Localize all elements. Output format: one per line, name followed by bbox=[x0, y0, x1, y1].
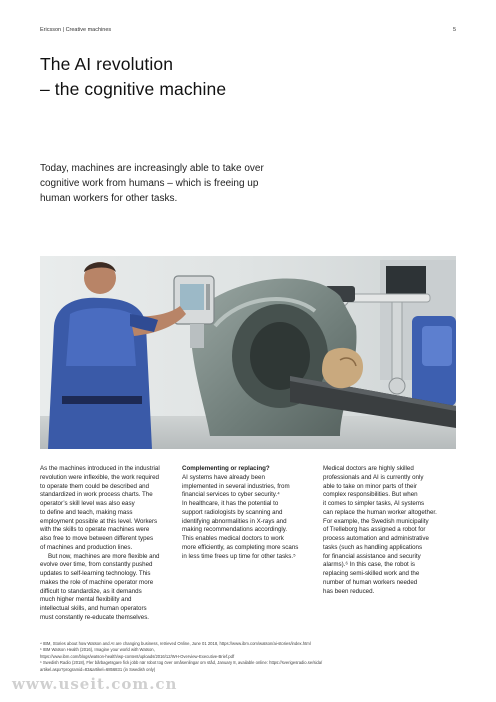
text-line: evolve over time, from constantly pushed bbox=[40, 561, 153, 569]
text-line: more efficiently, as completing more scans bbox=[182, 543, 299, 551]
text-line: operator’s skill level was also easy bbox=[40, 500, 135, 507]
footnote: ⁶ Swedish Radio (2018), Fler bårbagetsgare fick jobb när robot tog över omåsenlingar om ståd, January 8, available online: https://sverigesradio.se/sida/ bbox=[40, 660, 323, 666]
section-subheading: Complementing or replacing? bbox=[182, 465, 270, 472]
text-line: to define and teach, making mass bbox=[40, 508, 133, 516]
text-line: must constantly re-educate themselves. bbox=[40, 613, 150, 621]
title-line-2: – the cognitive machine bbox=[40, 79, 227, 99]
watermark: www.useit.com.cn bbox=[12, 675, 178, 693]
text-line: difficult to standardize, as it demands bbox=[40, 587, 142, 595]
text-line: of Trelleborg has assigned a robot for bbox=[323, 526, 426, 534]
text-line: replacing semi-skilled work and the bbox=[323, 570, 420, 577]
photo-radiology-machine bbox=[40, 256, 456, 449]
text-line: for financial assistance and security bbox=[323, 552, 421, 560]
body-column-2 bbox=[182, 465, 314, 561]
lead-line: Today, machines are increasingly able to take over bbox=[40, 163, 264, 174]
text-line: alarms).⁶ In this case, the robot is bbox=[323, 561, 415, 569]
text-line: makes the role of machine operator more bbox=[40, 578, 154, 586]
footnote: ⁵ IBM Watson Health (2016), Imagine your world with Watson, bbox=[40, 647, 155, 653]
footnote: https://www.ibm.com/blogs/watson-health/wp-content/uploads/2016/12/WH-Overview-Executive-Brief.pdf bbox=[40, 653, 235, 659]
body-column-1 bbox=[40, 465, 172, 623]
text-line: of machines and production lines. bbox=[40, 543, 133, 551]
text-line: to operate them could be described and bbox=[40, 482, 150, 490]
page-header bbox=[40, 27, 456, 37]
text-line: implemented in several industries, from bbox=[182, 482, 290, 490]
lead-line: cognitive work from humans – which is freeing up bbox=[40, 178, 259, 189]
text-line: can replace the human worker altogether. bbox=[323, 508, 437, 516]
text-line: complex responsibilities. But when bbox=[323, 491, 418, 499]
text-line: This enables medical doctors to work bbox=[182, 535, 284, 542]
text-line: it comes to simpler tasks, AI systems bbox=[323, 500, 425, 507]
text-line: But now, machines are more flexible and bbox=[48, 552, 160, 560]
text-line: updates to self-learning technology. This bbox=[40, 570, 151, 577]
text-line: making recommendations accordingly. bbox=[182, 526, 288, 534]
text-line: professionals and AI is currently only bbox=[323, 473, 424, 481]
lead-line: human workers for other tasks. bbox=[40, 193, 178, 204]
footnote: ⁴ IBM, Stories about how Watson and AI are changing business, retrieved Online, June 01 2018, https://www.ibm.com/watson/ai-stories/index.html bbox=[40, 641, 311, 646]
text-line: has been reduced. bbox=[323, 587, 375, 595]
text-line: number of human workers needed bbox=[323, 578, 418, 586]
text-line: financial services to cyber security.⁴ bbox=[182, 491, 280, 499]
running-header: Ericsson | Creative machines bbox=[40, 27, 112, 33]
text-line: standardized in work process charts. The bbox=[40, 491, 153, 499]
text-line: employment possible at this level. Workers bbox=[40, 517, 158, 525]
title-line-1: The AI revolution bbox=[40, 54, 174, 74]
body-column-3 bbox=[323, 465, 457, 596]
text-line: As the machines introduced in the industrial bbox=[40, 465, 160, 472]
text-line: also free to move between different types bbox=[40, 535, 154, 542]
text-line: In healthcare, it has the potential to bbox=[182, 500, 279, 507]
footnote: artikel.aspx?programid=83&artikel=6856831 (in Swedish only) bbox=[40, 666, 156, 672]
text-line: Medical doctors are highly skilled bbox=[323, 465, 414, 472]
page-title bbox=[40, 52, 226, 102]
text-line: much higher mental flexibility and bbox=[40, 596, 132, 604]
footnotes bbox=[40, 641, 460, 673]
page-number: 5 bbox=[452, 27, 456, 33]
text-line: AI systems have already been bbox=[182, 473, 265, 481]
lead-paragraph bbox=[40, 161, 300, 206]
text-line: process automation and administrative bbox=[323, 535, 429, 542]
text-line: with the skills to operate machines were bbox=[40, 526, 150, 534]
text-line: in less time frees up time for other tasks.⁵ bbox=[182, 552, 296, 560]
text-line: revolution were inflexible, the work required bbox=[40, 473, 159, 481]
text-line: tasks (such as handling applications bbox=[323, 543, 423, 551]
text-line: intellectual skills, and human operators bbox=[40, 605, 147, 612]
text-line: identifying abnormalities in X-rays and bbox=[182, 517, 287, 525]
text-line: support radiologists by scanning and bbox=[182, 508, 283, 516]
text-line: able to take on minor parts of their bbox=[323, 482, 417, 490]
text-line: For example, the Swedish municipality bbox=[323, 517, 429, 525]
